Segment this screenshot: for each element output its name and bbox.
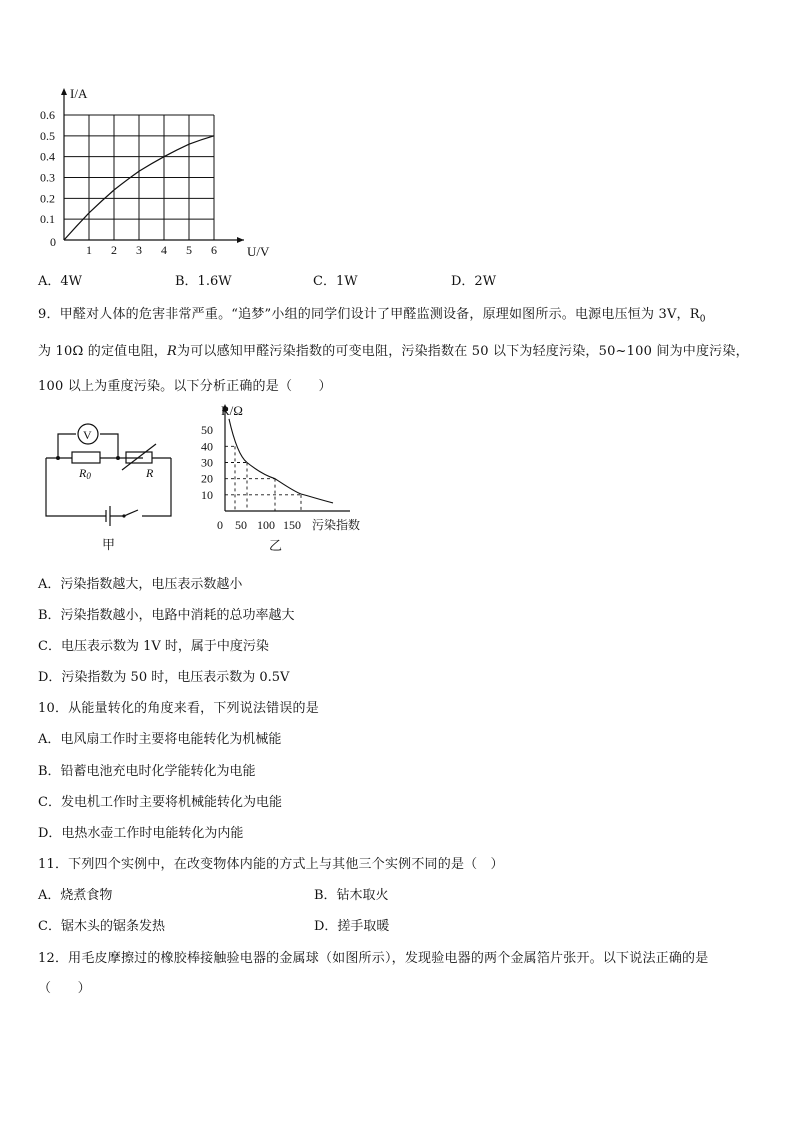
q9-stem-line1 [38, 303, 706, 325]
circuit-caption: 甲 [102, 537, 116, 552]
iu-chart [30, 80, 290, 265]
q9-stem-line2 [38, 340, 749, 359]
battery-icon [106, 506, 110, 526]
r-curve [229, 419, 333, 503]
q10-option-a[interactable]: A．电风扇工作时主要将电能转化为机械能 [38, 732, 282, 747]
q9-option-d[interactable]: D．污染指数为 50 时，电压表示数为 0.5V [38, 670, 290, 685]
iu-x-arrow [237, 237, 244, 243]
q8-option-c[interactable]: C．1W [313, 274, 358, 289]
r-y-tick-label: 40 [201, 439, 213, 454]
q11-option-d[interactable]: D．搓手取暖 [314, 919, 390, 934]
q9-stem-line2-post: 为可以感知甲醛污染指数的可变电阻，污染指数在 50 以下为轻度污染，50~100 间为中度污染， [177, 344, 749, 359]
q9-stem-line2-pre: 为 10Ω 的定值电阻， [38, 344, 167, 359]
q10-stem: 10．从能量转化的角度来看，下列说法错误的是 [38, 701, 319, 716]
iu-y-arrow [61, 88, 67, 95]
q8-option-b[interactable]: B．1.6W [175, 274, 232, 289]
q11-option-a[interactable]: A．烧煮食物 [38, 888, 113, 903]
iu-x-tick-label: 5 [186, 243, 192, 257]
r-chart-caption: 乙 [269, 538, 283, 553]
r-y-tick-label: 20 [201, 471, 213, 486]
r0-label: R0 [79, 466, 91, 481]
r-chart-dashed-guides [225, 446, 301, 511]
switch-icon [110, 510, 144, 516]
q10-option-c[interactable]: C．发电机工作时主要将机械能转化为电能 [38, 795, 282, 810]
r-y-axis-label: R/Ω [221, 403, 243, 418]
q11-option-b[interactable]: B．钻木取火 [314, 888, 389, 903]
r-x-tick-label: 0 [217, 518, 223, 532]
q9-option-b[interactable]: B．污染指数越小，电路中消耗的总功率越大 [38, 608, 295, 623]
iu-x-tick-label: 2 [111, 243, 117, 257]
iu-x-tick-label: 6 [211, 243, 217, 257]
r-chart-ticks [201, 423, 301, 532]
q9-stem-r: R [167, 344, 177, 359]
circuit-wire-left [46, 458, 106, 516]
q12-stem: 12．用毛皮摩擦过的橡胶棒接触验电器的金属球（如图所示），发现验电器的两个金属箔片张开。以下说法正确的是 [38, 951, 709, 966]
iu-origin-label: 0 [50, 235, 56, 249]
iu-x-tick-label: 4 [161, 243, 167, 257]
junction-dot-right [116, 456, 120, 460]
r-x-tick-label: 150 [283, 518, 301, 532]
junction-dot-left [56, 456, 60, 460]
q9-option-a[interactable]: A．污染指数越大，电压表示数越小 [38, 577, 243, 592]
q11-stem: 11．下列四个实例中，在改变物体内能的方式上与其他三个实例不同的是（ ） [38, 857, 504, 872]
q9-option-c[interactable]: C．电压表示数为 1V 时，属于中度污染 [38, 639, 269, 654]
iu-y-tick-label: 0.1 [40, 212, 55, 227]
iu-chart-grid [64, 115, 214, 240]
q9-stem-text: 9．甲醛对人体的危害非常严重。“追梦”小组的同学们设计了甲醛监测设备，原理如图所示。电源电压恒为 3V，R [38, 307, 700, 322]
iu-chart-ticks [40, 108, 217, 257]
q8-option-a[interactable]: A．4W [38, 274, 83, 289]
r-x-tick-label: 100 [257, 518, 275, 532]
q9-stem-line3: 100 以上为重度污染。以下分析正确的是（ ） [38, 379, 332, 394]
r-y-tick-label: 30 [201, 455, 213, 470]
iu-y-tick-label: 0.6 [40, 108, 55, 122]
iu-y-tick-label: 0.5 [40, 128, 55, 143]
r-label: R [146, 466, 154, 480]
q8-option-d[interactable]: D．2W [451, 274, 497, 289]
iu-chart-axes [61, 88, 244, 243]
q10-option-b[interactable]: B．铅蓄电池充电时化学能转化为电能 [38, 764, 256, 779]
circuit-diagram [38, 418, 183, 558]
voltmeter-label: V [83, 428, 92, 442]
r-y-tick-label: 50 [201, 423, 213, 438]
iu-x-axis-label: U/V [247, 244, 270, 259]
iu-y-tick-label: 0.2 [40, 191, 55, 206]
q9-stem-r0-sub: 0 [699, 314, 706, 325]
r-y-tick-label: 10 [201, 487, 213, 502]
iu-y-tick-label: 0.3 [40, 170, 55, 185]
r-pollution-chart [195, 398, 385, 558]
iu-y-tick-label: 0.4 [40, 149, 55, 164]
switch-contact-dot [122, 514, 125, 517]
r-x-tick-label: 50 [235, 518, 247, 532]
iu-x-tick-label: 3 [136, 243, 142, 257]
q11-option-c[interactable]: C．锯木头的锯条发热 [38, 919, 165, 934]
q12-stem-tail: （ ） [38, 981, 91, 996]
r-x-axis-label: 污染指数 [312, 518, 361, 532]
r0-resistor [72, 452, 100, 463]
q10-option-d[interactable]: D．电热水壶工作时电能转化为内能 [38, 826, 244, 841]
iu-x-tick-label: 1 [86, 243, 92, 257]
iu-y-axis-label: I/A [70, 86, 88, 101]
